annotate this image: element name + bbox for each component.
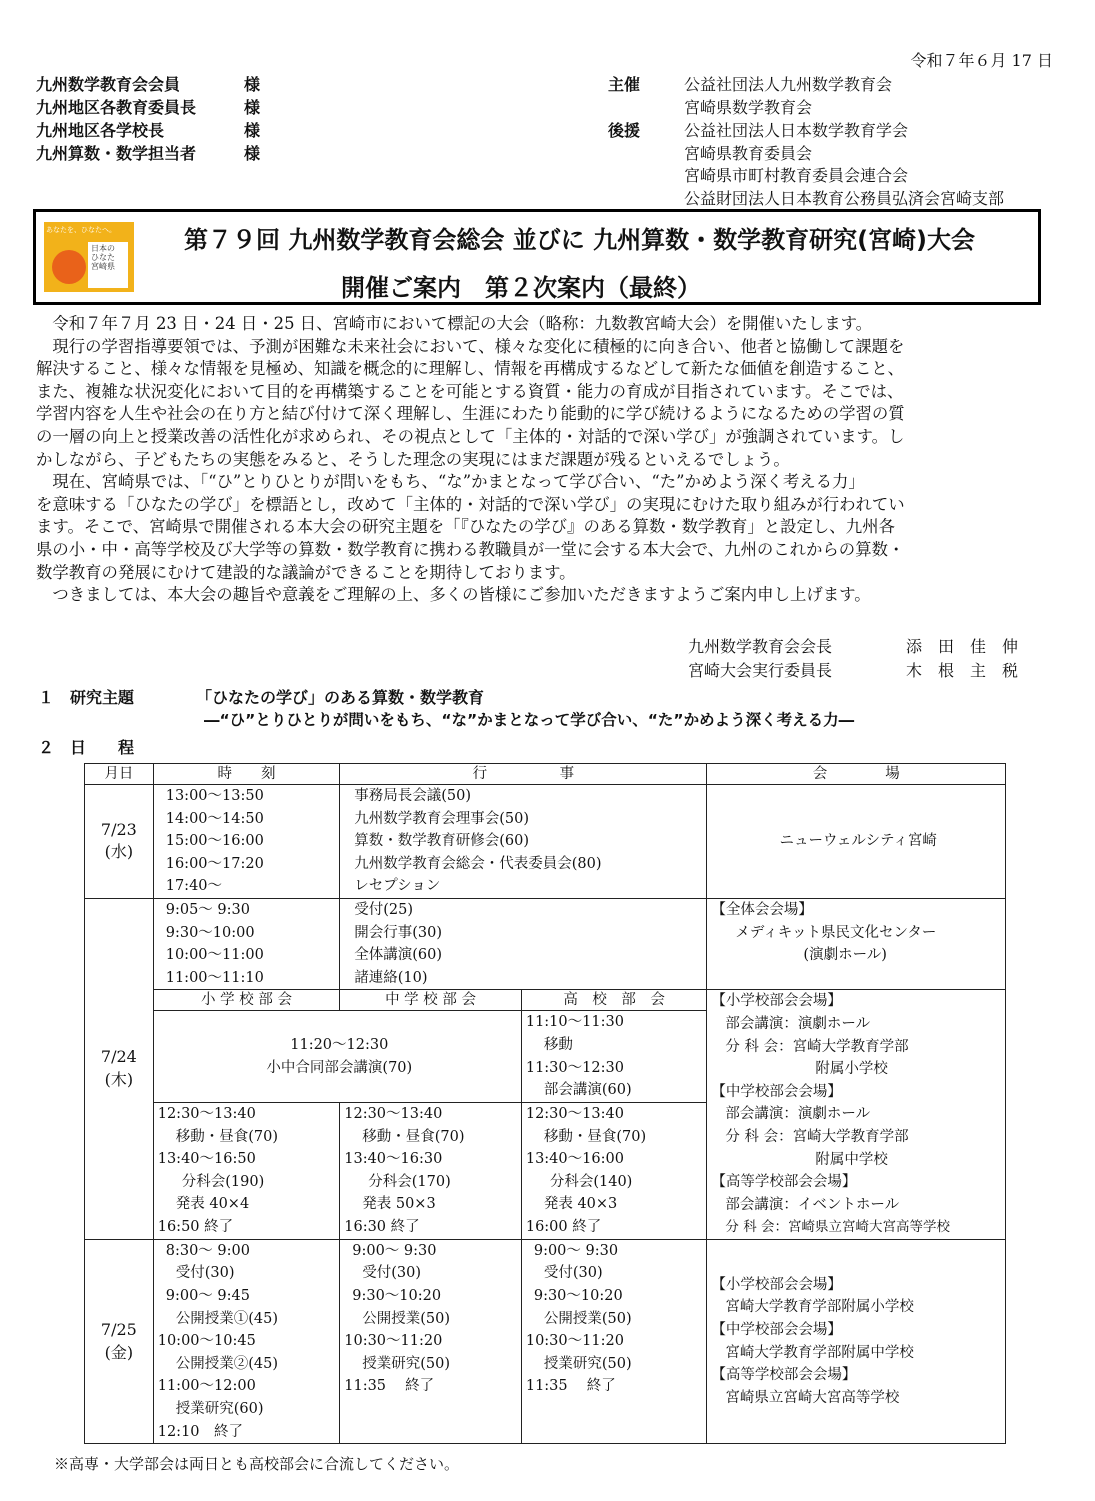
sun-icon (52, 250, 86, 284)
day2-division-venues: 【小学校部会会場】 部会講演：演劇ホール 分 科 会：宮崎大学教育学部 附属小学校 【中学校部会会場】 部会講演：演劇ホール 分 科 会：宮崎大学教育学部 附属中学校 【高等学校部会会場】 部会講演：イベントホール 分 科 会：宮崎県立宮崎大宮高等学校 (707, 990, 1006, 1240)
header-venue: 会 場 (707, 764, 1006, 785)
title-sub: 開催ご案内 第２次案内（最終） (341, 274, 701, 302)
day1-times: 13:00～13:50 14:00～14:50 15:00～16:00 16:00～17:20 17:40～ (153, 785, 340, 899)
addressee-teachers: 九州算数・数学担当者 様 (36, 144, 261, 163)
day2-division-header-row (85, 990, 1006, 1011)
support-org: 宮崎県教育委員会 (684, 144, 813, 163)
day1-date: 7/23 (水) (85, 785, 154, 899)
day3-high: 9:00～ 9:30 受付(30) 9:30～10:20 公開授業(50) 10:30～11:20 授業研究(50) 11:35 終了 (521, 1239, 707, 1443)
section2-label: ２ 日 程 (38, 738, 135, 757)
signature-title: 宮崎大会実行委員長 (688, 661, 833, 680)
day1-events: 事務局長会議(50) 九州数学教育会理事会(50) 算数・数学教育研修会(60) 九州数学教育会総会・代表委員会(80) レセプション (340, 785, 707, 899)
title-box (33, 209, 1041, 305)
header-event: 行 事 (340, 764, 707, 785)
junior-high-pm: 12:30～13:40 移動・昼食(70) 13:40～16:30 分科会(170) 発表 50×3 16:30 終了 (340, 1102, 522, 1239)
high-am: 11:10～11:30 移動 11:30～12:30 部会講演(60) (521, 1011, 707, 1103)
section1-label: １ 研究主題 (38, 688, 135, 707)
day2-events: 受付(25) 開会行事(30) 全体講演(60) 諸連絡(10) (340, 898, 707, 989)
support-org: 宮崎県市町村教育委員会連合会 (684, 166, 909, 185)
hinata-logo: あなたを、ひなたへ。 日本の ひなた 宮崎県 (44, 222, 134, 292)
signature-title: 九州数学教育会会長 (688, 637, 833, 656)
header-date: 月日 (85, 764, 154, 785)
body-text: 令和７年７月 23 日・24 日・25 日、宮崎市において標記の大会（略称：九数教宮崎大会）を開催いたします。 現行の学習指導要領では、予測が困難な未来社会において、様々な変化に積極的に向き合い、他者と協働して課題を 解決すること、様々な情報を見極め、知識を概念的に理解し、情報を再構成するなどして新たな価値を創造すること、 また、複雑な状況変化において目的を再構築することを可能とする資質・能力の育成が目指されています。そこでは、 学習内容を人生や社会の在り方と結び付けて深く理解し、生涯にわたり能動的に学び続けるようになるための学習の質 の一層の向上と授業改善の活性化が求められ、その視点として「主体的・対話的で深い学び」が強調されています。し かしながら、子どもたちの実態をみると、そうした理念の実現にはまだ課題が残るといえるでしょう。 現在、宮崎県では、「“ひ”とりひとりが問いをもち、“な”かまとなって学び合い、“た”かめよう深く考える力」 を意味する「ひなたの学び」を標語とし，改めて「主体的・対話的で深い学び」の実現にむけた取り組みが行われてい ます。そこで、宮崎県で開催される本大会の研究主題を「『ひなたの学び』のある算数・数学教育」と設定し、九州各 県の小・中・高等学校及び大学等の算数・数学教育に携わる教職員が一堂に会する本大会で、九州のこれからの算数・ 数学教育の発展にむけて建設的な議論ができることを期待しております。 つきましては、本大会の趣旨や意義をご理解の上、多くの皆様にご参加いただきますようご案内申し上げます。 (36, 314, 905, 605)
research-theme: 「ひなたの学び」のある算数・数学教育 (196, 688, 485, 707)
addressee-principals: 九州地区各学校長 様 (36, 121, 261, 140)
day2-date: 7/24 (木) (85, 898, 154, 1239)
joint-lecture: 11:20～12:30 小中合同部会講演(70) (153, 1011, 521, 1103)
day3-date: 7/25 (金) (85, 1239, 154, 1443)
support-org: 公益財団法人日本教育公務員弘済会宮崎支部 (684, 189, 1005, 208)
support-label: 後援 (608, 121, 641, 140)
footnote: ※高専・大学部会は両日とも高校部会に合流してください。 (54, 1455, 460, 1473)
research-subtheme: ―“ひ”とりひとりが問いをもち、“な”かまとなって学び合い、“た”かめよう深く考える力― (204, 711, 855, 729)
signature-name: 添 田 佳 伸 (906, 637, 1019, 656)
division-junior-high: 中 学 校 部 会 (340, 990, 522, 1011)
day3-venues: 【小学校部会会場】 宮崎大学教育学部附属小学校 【中学校部会会場】 宮崎大学教育学部附属中学校 【高等学校部会会場】 宮崎県立宮崎大宮高等学校 (707, 1239, 1006, 1443)
title-main: 第７９回 九州数学教育会総会 並びに 九州算数・数学教育研究(宮崎)大会 (184, 226, 976, 254)
day2-main-venue: 【全体会会場】 メディキット県民文化センター (演劇ホール) (707, 898, 1006, 989)
day2-times: 9:05～ 9:30 9:30～10:00 10:00～11:00 11:00～11:10 (153, 898, 340, 989)
support-org: 公益社団法人日本数学教育学会 (684, 121, 909, 140)
day2-main-row (85, 898, 1006, 989)
division-high: 高 校 部 会 (521, 990, 707, 1011)
header-time: 時 刻 (153, 764, 340, 785)
host-label: 主催 (608, 75, 641, 94)
elementary-pm: 12:30～13:40 移動・昼食(70) 13:40～16:50 分科会(190) 発表 40×4 16:50 終了 (153, 1102, 340, 1239)
addressee-boards: 九州地区各教育委員長 様 (36, 98, 261, 117)
schedule-table (84, 763, 1006, 1444)
addressee-members: 九州数学教育会会員 様 (36, 75, 261, 94)
day1-venue: ニューウェルシティ宮崎 (707, 785, 1006, 899)
host-org: 公益社団法人九州数学教育会 (684, 75, 893, 94)
host-org: 宮崎県数学教育会 (684, 98, 813, 117)
high-pm: 12:30～13:40 移動・昼食(70) 13:40～16:00 分科会(140) 発表 40×3 16:00 終了 (521, 1102, 707, 1239)
day3-junior-high: 9:00～ 9:30 受付(30) 9:30～10:20 公開授業(50) 10:30～11:20 授業研究(50) 11:35 終了 (340, 1239, 522, 1443)
signature-name: 木 根 主 税 (906, 661, 1019, 680)
day3-elementary: 8:30～ 9:00 受付(30) 9:00～ 9:45 公開授業①(45) 10:00～10:45 公開授業②(45) 11:00～12:00 授業研究(60) 12:10 終了 (153, 1239, 340, 1443)
division-elementary: 小 学 校 部 会 (153, 990, 340, 1011)
document-date: 令和７年６月 17 日 (910, 51, 1053, 70)
day3-row (85, 1239, 1006, 1443)
day1-row (85, 785, 1006, 899)
